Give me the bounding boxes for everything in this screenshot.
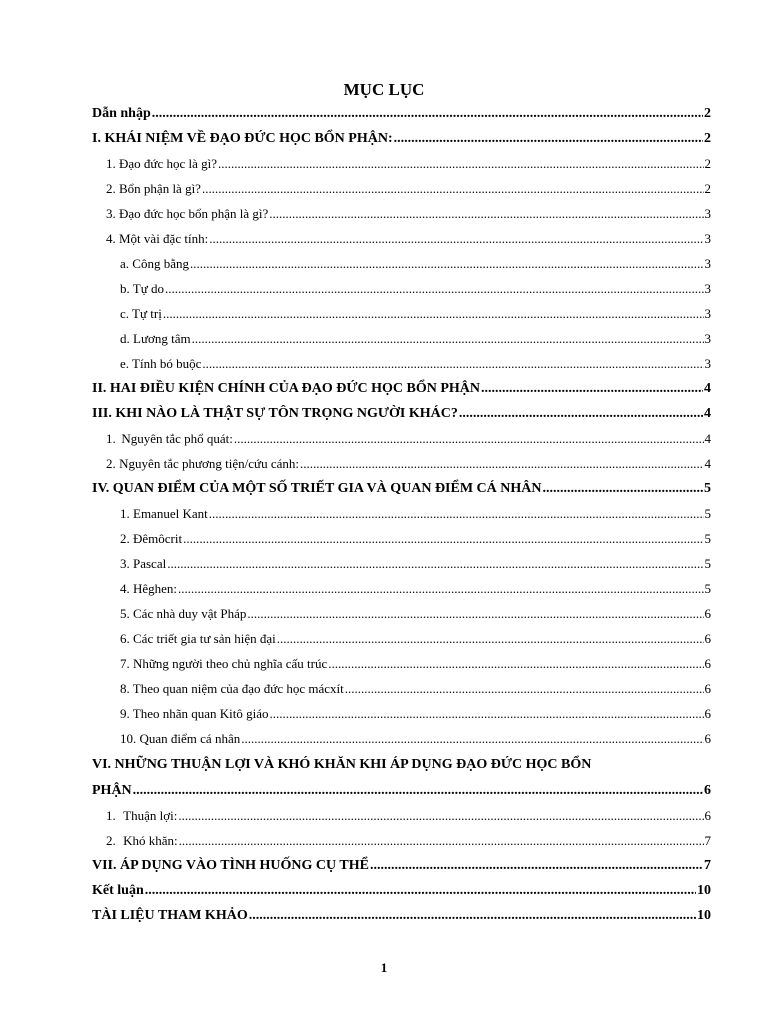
dot-leader [163,301,704,326]
dot-leader [190,251,704,276]
toc-entry-page: 6 [704,706,711,721]
toc-entry-page: 3 [704,356,711,371]
toc-entry [92,828,711,853]
toc-entry [92,526,711,551]
toc-entry-page: 10 [697,908,711,923]
toc-entry-page: 4 [704,456,711,471]
toc-entry-label: 1. Đạo đức học là gì? [106,156,218,171]
toc-entry [92,126,711,151]
toc-entry-page: 3 [704,281,711,296]
toc-entry-label: PHẬN [92,783,132,798]
dot-leader [543,476,704,501]
toc-entry-label: Nguyên tắc phương tiện/cứu cánh: [119,456,299,471]
toc-entry [92,853,711,878]
toc-entry [92,326,711,351]
toc-entry-label: Nguyên tắc phổ quát: [121,431,233,446]
toc-entry-page: 3 [704,331,711,346]
dot-leader [178,803,703,828]
dot-leader [145,878,696,903]
toc-entry [92,726,711,751]
dot-leader [270,701,704,726]
toc-entry-page: 6 [704,808,711,823]
toc-entry [92,576,711,601]
toc-entry-label: 4. Hêghen: [120,581,178,596]
dot-leader [209,501,704,526]
toc-entry-label: Dẫn nhập [92,106,151,121]
page-title: MỤC LỤC [343,80,425,99]
toc-entry [92,626,711,651]
toc-entry-label: 7. Những người theo chủ nghĩa cấu trúc [120,656,328,671]
dot-leader [241,726,703,751]
page-number: 1 [380,960,388,975]
toc-entry-label: c. Tự trị [120,306,162,321]
toc-entry-page: 6 [704,656,711,671]
toc-entry-page: 6 [704,606,711,621]
toc-entry [92,803,711,828]
toc-entry-label: 1. Emanuel Kant [120,506,208,521]
toc-entry-label: I. KHÁI NIỆM VỀ ĐẠO ĐỨC HỌC BỔN PHẬN: [92,131,393,146]
toc-entry-page: 5 [704,581,711,596]
toc-entry-label: Thuận lợi: [123,808,178,823]
toc-entry-page: 2 [704,131,711,146]
toc-entry-label: IV. QUAN ĐIỂM CỦA MỘT SỐ TRIẾT GIA VÀ QUAN ĐIỂM CÁ NHÂN [92,481,542,496]
dot-leader [269,201,703,226]
toc-entry [92,151,711,176]
toc-entry-page: 7 [704,833,711,848]
toc-entry-label: 3. Đạo đức học bổn phận là gì? [106,206,269,221]
dot-leader [234,426,704,451]
dot-leader [300,451,704,476]
toc-entry [92,676,711,701]
toc-entry-label: 5. Các nhà duy vật Pháp [120,606,247,621]
dot-leader [459,401,703,426]
toc-entry [92,176,711,201]
dot-leader [328,651,703,676]
toc-entry [92,651,711,676]
toc-entry-page: 10 [697,883,711,898]
dot-leader [218,151,703,176]
toc-entry-page: 2 [704,181,711,196]
toc-entry [92,501,711,526]
toc-entry [92,201,711,226]
toc-entry-page: 6 [704,631,711,646]
toc-entry-label: e. Tính bó buộc [120,356,202,371]
dot-leader [202,351,703,376]
toc-entry-page: 3 [704,256,711,271]
dot-leader [394,126,703,151]
toc-entry-page: 4 [704,431,711,446]
dot-leader [345,676,704,701]
toc-entry [92,376,711,401]
toc-entry-label: 10. Quan điểm cá nhân [120,731,241,746]
dot-leader [178,576,703,601]
toc-entry-page: 4 [704,381,711,396]
toc-entry-label: 9. Theo nhãn quan Kitô giáo [120,706,269,721]
toc-entry-page: 3 [704,231,711,246]
toc-entry-label: 8. Theo quan niệm của đạo đức học mácxít [120,681,344,696]
table-of-contents [92,101,711,928]
toc-entry [92,601,711,626]
dot-leader [370,853,703,878]
toc-entry [92,351,711,376]
toc-entry [92,903,711,928]
toc-entry-label: 6. Các triết gia tư sản hiện đại [120,631,276,646]
toc-entry-label: III. KHI NÀO LÀ THẬT SỰ TÔN TRỌNG NGƯỜI KHÁC? [92,406,458,421]
toc-entry [92,251,711,276]
toc-entry [92,701,711,726]
toc-entry-page: 4 [704,406,711,421]
toc-entry-label: 2. Bổn phận là gì? [106,181,201,196]
dot-leader [167,551,703,576]
toc-entry-label: VII. ÁP DỤNG VÀO TÌNH HUỐNG CỤ THỂ [92,858,369,873]
toc-entry-page: 3 [704,206,711,221]
toc-entry-page: 3 [704,306,711,321]
dot-leader [152,101,703,126]
toc-entry [92,451,711,476]
toc-entry [92,751,711,778]
toc-entry [92,778,711,803]
toc-entry-label: 3. Pascal [120,556,167,571]
toc-entry [92,276,711,301]
dot-leader [249,903,696,928]
toc-entry-page: 5 [704,506,711,521]
dot-leader [165,276,703,301]
toc-entry-page: 5 [704,481,711,496]
toc-entry-page: 5 [704,531,711,546]
toc-entry [92,301,711,326]
toc-entry-number: 1. [106,808,116,823]
toc-entry [92,476,711,501]
toc-entry-label: a. Công bằng [120,256,189,271]
toc-entry-label: d. Lương tâm [120,331,191,346]
toc-entry-number: 2. [106,833,116,848]
toc-entry-label: II. HAI ĐIỀU KIỆN CHÍNH CỦA ĐẠO ĐỨC HỌC BỔN PHẬN [92,381,481,396]
toc-entry-page: 6 [704,681,711,696]
dot-leader [183,526,703,551]
dot-leader [192,326,704,351]
toc-entry-number: 2. [106,456,116,471]
toc-entry-page: 6 [704,731,711,746]
toc-entry-page: 5 [704,556,711,571]
toc-entry-label: 2. Đêmôcrit [120,531,183,546]
toc-entry [92,226,711,251]
dot-leader [202,176,704,201]
toc-entry-label: VI. NHỮNG THUẬN LỢI VÀ KHÓ KHĂN KHI ÁP DỤNG ĐẠO ĐỨC HỌC BỔN [92,757,592,772]
toc-entry [92,401,711,426]
toc-entry-label: Khó khăn: [123,833,178,848]
dot-leader [209,226,703,251]
toc-entry-label: b. Tự do [120,281,165,296]
toc-entry [92,101,711,126]
toc-entry [92,878,711,903]
toc-entry-page: 2 [704,156,711,171]
dot-leader [247,601,703,626]
toc-entry [92,551,711,576]
toc-entry-label: 4. Một vài đặc tính: [106,231,209,246]
toc-entry-label: Kết luận [92,883,144,898]
toc-entry-label: TÀI LIỆU THAM KHẢO [92,908,248,923]
toc-entry-page: 2 [704,106,711,121]
toc-entry-page: 6 [704,783,711,798]
dot-leader [133,778,703,803]
dot-leader [277,626,704,651]
toc-entry-number: 1. [106,431,116,446]
toc-entry-page: 7 [704,858,711,873]
dot-leader [481,376,703,401]
toc-entry [92,426,711,451]
dot-leader [179,828,704,853]
